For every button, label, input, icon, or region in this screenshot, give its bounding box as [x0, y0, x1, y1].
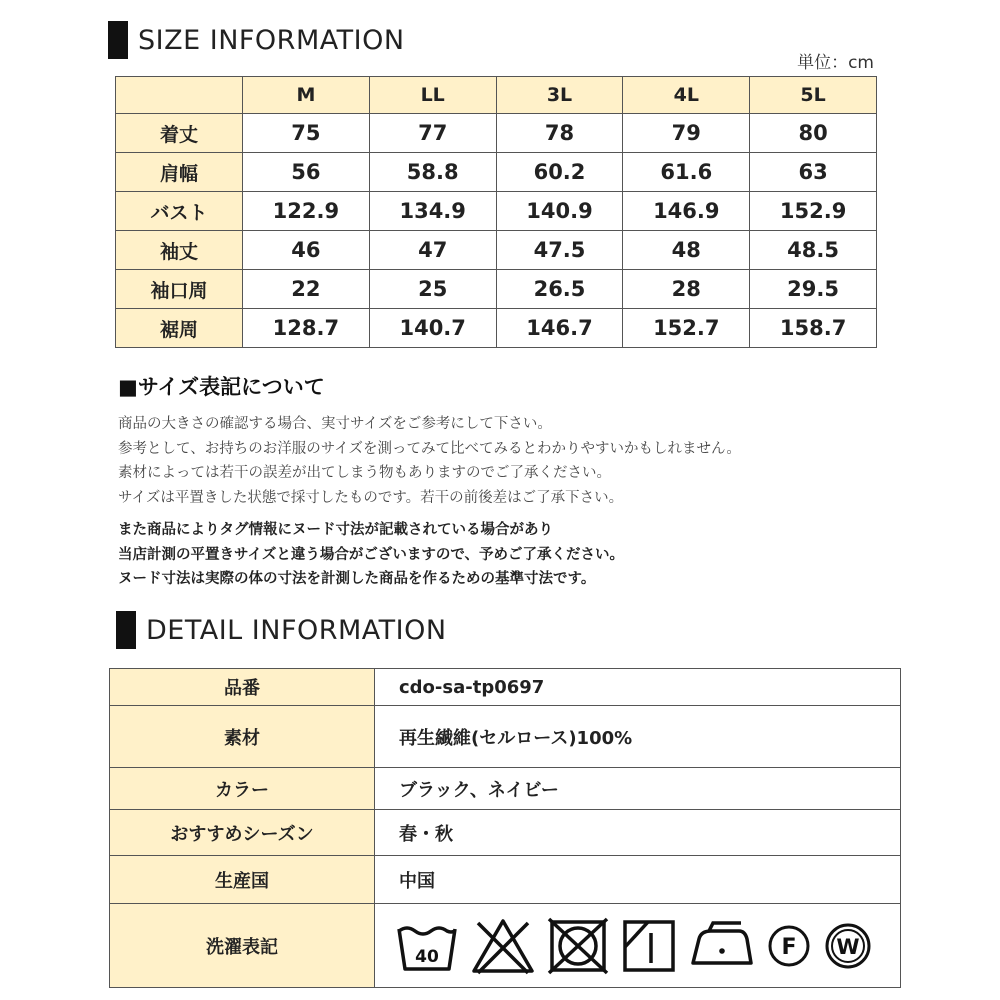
- size-cell: 146.7: [496, 309, 623, 348]
- table-row: [110, 810, 901, 856]
- table-row: [110, 768, 901, 810]
- no-tumble-dry-icon: [547, 917, 609, 975]
- iron-low-icon: [689, 917, 755, 975]
- detail-value: 中国: [375, 856, 901, 904]
- table-row: [116, 270, 877, 309]
- note-bold-line: また商品によりタグ情報にヌード寸法が記載されている場合があり: [118, 522, 553, 538]
- size-cell: 134.9: [369, 192, 496, 231]
- size-notes-bold: [118, 518, 624, 592]
- note-line: 商品の大きさの確認する場合、実寸サイズをご参考にして下さい。: [118, 416, 552, 432]
- column-header: 4L: [623, 77, 750, 114]
- table-row: [110, 904, 901, 988]
- column-header: 5L: [750, 77, 877, 114]
- detail-value: ブラック、ネイビー: [375, 768, 901, 810]
- size-cell: 48: [623, 231, 750, 270]
- care-symbol-row: [395, 906, 900, 986]
- note-line: 参考として、お持ちのお洋服のサイズを測ってみて比べてみるとわかりやすいかもしれません。: [118, 440, 741, 457]
- unit-label: 単位：cm: [797, 53, 874, 73]
- size-cell: 146.9: [623, 192, 750, 231]
- corner-cell: [116, 77, 243, 114]
- size-cell: 29.5: [750, 270, 877, 309]
- wash-tub-40-icon: [395, 917, 459, 975]
- size-cell: 48.5: [750, 231, 877, 270]
- size-cell: 158.7: [750, 309, 877, 348]
- detail-label: 品番: [110, 669, 375, 706]
- table-row: [116, 153, 877, 192]
- size-cell: 56: [243, 153, 370, 192]
- size-cell: 47: [369, 231, 496, 270]
- detail-label: 洗濯表記: [110, 904, 375, 988]
- row-label: 袖口周: [116, 270, 243, 309]
- detail-value: 春・秋: [375, 810, 901, 856]
- detail-information-heading: DETAIL INFORMATION: [146, 614, 447, 646]
- size-cell: 75: [243, 114, 370, 153]
- dry-clean-f-text: F: [781, 934, 797, 960]
- note-line: 素材によっては若干の誤差が出てしまう物もありますのでご了承ください。: [118, 465, 611, 481]
- detail-information-title: [116, 610, 447, 650]
- title-bar: [108, 21, 128, 59]
- table-row: [116, 231, 877, 270]
- wet-clean-w-icon: [823, 921, 873, 971]
- size-cell: 79: [623, 114, 750, 153]
- size-notes-heading: ■サイズ表記について: [118, 375, 325, 399]
- table-row: [116, 192, 877, 231]
- table-row: [110, 706, 901, 768]
- row-label: 肩幅: [116, 153, 243, 192]
- detail-table: [109, 668, 901, 988]
- size-cell: 78: [496, 114, 623, 153]
- table-row: [110, 856, 901, 904]
- column-header: 3L: [496, 77, 623, 114]
- size-table-header-row: [116, 77, 877, 114]
- size-table: [115, 76, 877, 348]
- size-cell: 140.9: [496, 192, 623, 231]
- note-bold-line: 当店計測の平置きサイズと違う場合がございますので、予めご了承ください。: [118, 546, 625, 563]
- size-information-heading: SIZE INFORMATION: [138, 24, 405, 56]
- size-cell: 77: [369, 114, 496, 153]
- wash-temp-text: 40: [415, 946, 439, 967]
- no-bleach-icon: [470, 917, 536, 975]
- size-cell: 46: [243, 231, 370, 270]
- detail-label: カラー: [110, 768, 375, 810]
- table-row: [116, 309, 877, 348]
- detail-label: 素材: [110, 706, 375, 768]
- table-row: [110, 669, 901, 706]
- note-bold-line: ヌード寸法は実際の体の寸法を計測した商品を作るための基準寸法です。: [118, 571, 596, 587]
- care-symbols: [375, 904, 901, 988]
- detail-label: 生産国: [110, 856, 375, 904]
- size-cell: 47.5: [496, 231, 623, 270]
- title-bar: [116, 611, 136, 649]
- size-cell: 128.7: [243, 309, 370, 348]
- size-cell: 58.8: [369, 153, 496, 192]
- size-cell: 140.7: [369, 309, 496, 348]
- size-cell: 61.6: [623, 153, 750, 192]
- row-label: 袖丈: [116, 231, 243, 270]
- column-header: LL: [369, 77, 496, 114]
- size-cell: 122.9: [243, 192, 370, 231]
- size-information-title: [108, 20, 405, 60]
- size-cell: 80: [750, 114, 877, 153]
- size-notes: [118, 412, 741, 510]
- size-cell: 152.9: [750, 192, 877, 231]
- size-cell: 26.5: [496, 270, 623, 309]
- detail-label: おすすめシーズン: [110, 810, 375, 856]
- size-cell: 60.2: [496, 153, 623, 192]
- size-cell: 63: [750, 153, 877, 192]
- size-cell: 22: [243, 270, 370, 309]
- row-label: 着丈: [116, 114, 243, 153]
- detail-value: 再生繊維(セルロース)100%: [375, 706, 901, 768]
- size-cell: 28: [623, 270, 750, 309]
- column-header: M: [243, 77, 370, 114]
- drip-dry-shade-icon: [620, 917, 678, 975]
- wet-clean-w-text: W: [836, 934, 860, 959]
- size-cell: 25: [369, 270, 496, 309]
- table-row: [116, 114, 877, 153]
- row-label: バスト: [116, 192, 243, 231]
- detail-value: cdo-sa-tp0697: [375, 669, 901, 706]
- note-line: サイズは平置きした状態で採寸したものです。若干の前後差はご了承下さい。: [118, 489, 624, 506]
- row-label: 裾周: [116, 309, 243, 348]
- size-cell: 152.7: [623, 309, 750, 348]
- dry-clean-f-icon: [766, 923, 812, 969]
